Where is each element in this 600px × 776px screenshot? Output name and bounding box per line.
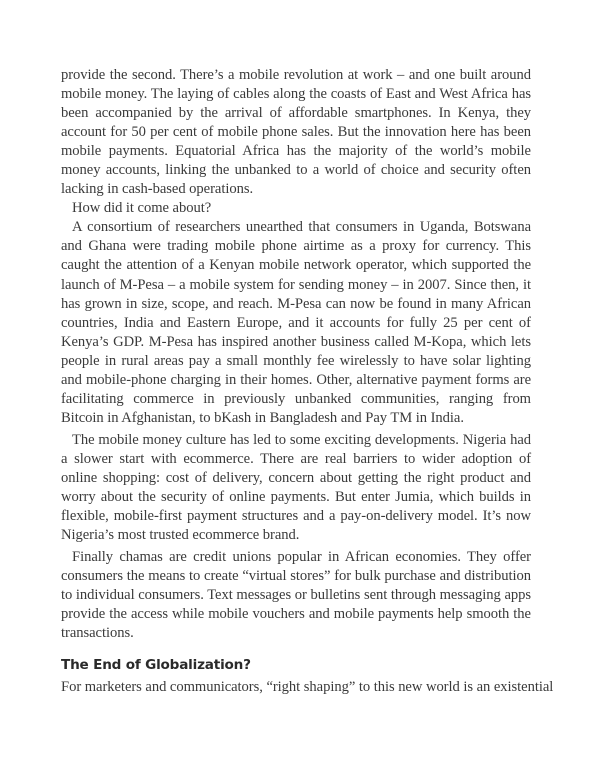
paragraph-m-pesa: A consortium of researchers unearthed that consumers in Uganda, Botswana and Ghana were trading mobile phone airtime as a proxy for currency. This caught the attention of a Kenyan mobile network operator, which supported the launch of M-Pesa – a mobile system for sending money – in 2007. Since then, it has grown in size, scope, and reach. M-Pesa can now be found in many African countries, India and Eastern Europe, and it accounts for fully 25 per cent of Kenya’s GDP. M-Pesa has inspired another business called M-Kopa, which lets people in rural areas pay a small monthly fee wirelessly to have solar lighting and mobile-phone charging in their homes. Other, alternative payment forms are facilitating commerce in previously unbanked communities, ranging from Bitcoin in Afghanistan, to bKash in Bangladesh and Pay TM in India. xyxy=(61,219,531,426)
section-heading: The End of Globalization? xyxy=(61,657,251,674)
paragraph-chamas: Finally chamas are credit unions popular in African economies. They offer consumers the means to create “virtual stores” for bulk purchase and distribution to individual consumers. Text messages or bulletins sent through messaging apps provide the access while mobile vouchers and mobile payments help smooth the transactions. xyxy=(61,549,531,642)
document-page xyxy=(61,66,554,698)
paragraph-how-did-it-come-about: How did it come about? xyxy=(72,200,212,217)
paragraph-right-shaping: For marketers and communicators, “right shaping” to this new world is an existential xyxy=(61,679,554,696)
paragraph-mobile-revolution: provide the second. There’s a mobile revolution at work – and one built around mobile money. The laying of cables along the coasts of East and West Africa has been accompanied by the arrival of affordable smartphones. In Kenya, they account for 50 per cent of mobile phone sales. But the innovation here has been mobile payments. Equatorial Africa has the majority of the world’s mobile money accounts, linking the unbanked to a world of choice and security often lacking in cash-based operations. xyxy=(61,67,531,198)
paragraph-nigeria-ecommerce: The mobile money culture has led to some exciting developments. Nigeria had a slower start with ecommerce. There are real barriers to wider adoption of online shopping: cost of delivery, concern about getting the right product and worry about the security of online payments. But enter Jumia, which builds in flexible, mobile-first payment structures and a pay-on-delivery model. It’s now Nigeria’s most trusted ecommerce brand. xyxy=(61,431,531,544)
